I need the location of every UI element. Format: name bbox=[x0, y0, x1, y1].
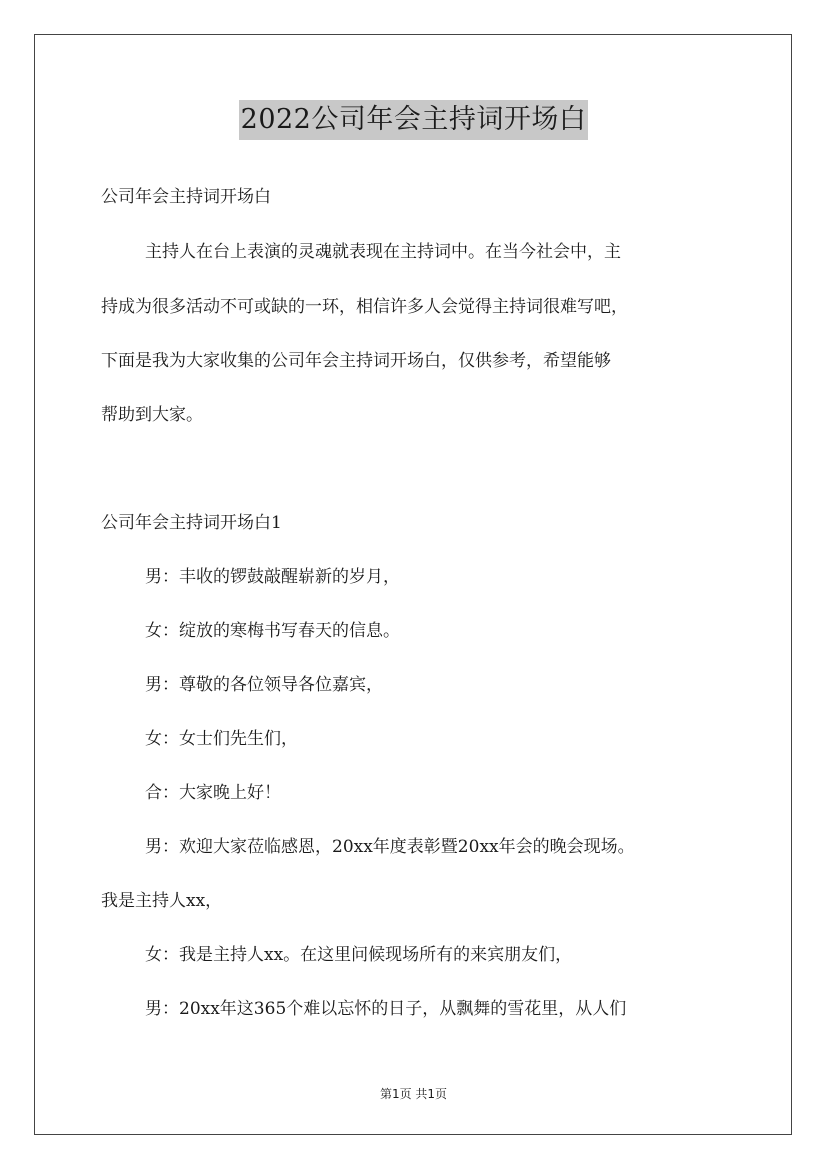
script-line: 男：欢迎大家莅临感恩，20xx年度表彰暨20xx年会的晚会现场。 bbox=[145, 837, 635, 857]
document-title: 2022公司年会主持词开场白 bbox=[239, 100, 589, 140]
intro-line: 下面是我为大家收集的公司年会主持词开场白，仅供参考，希望能够 bbox=[101, 351, 611, 371]
script-line: 男：丰收的锣鼓敲醒崭新的岁月， bbox=[145, 567, 400, 587]
subtitle: 公司年会主持词开场白 bbox=[101, 187, 271, 207]
section-heading: 公司年会主持词开场白1 bbox=[101, 513, 282, 533]
script-line: 女：女士们先生们， bbox=[145, 729, 298, 749]
script-line: 女：我是主持人xx。在这里问候现场所有的来宾朋友们， bbox=[145, 945, 573, 965]
script-line: 合：大家晚上好！ bbox=[145, 783, 281, 803]
intro-line: 主持人在台上表演的灵魂就表现在主持词中。在当今社会中，主 bbox=[145, 242, 621, 262]
title-container bbox=[0, 100, 827, 140]
page-number: 第1页 共1页 bbox=[379, 1087, 448, 1101]
script-line: 我是主持人xx， bbox=[101, 891, 223, 911]
intro-line: 帮助到大家。 bbox=[101, 405, 203, 425]
script-line: 女：绽放的寒梅书写春天的信息。 bbox=[145, 621, 400, 641]
script-line: 男：尊敬的各位领导各位嘉宾， bbox=[145, 675, 383, 695]
script-line: 男：20xx年这365个难以忘怀的日子，从飘舞的雪花里，从人们 bbox=[145, 999, 627, 1019]
page-footer bbox=[0, 1085, 827, 1102]
intro-line: 持成为很多活动不可或缺的一环，相信许多人会觉得主持词很难写吧， bbox=[101, 297, 628, 317]
